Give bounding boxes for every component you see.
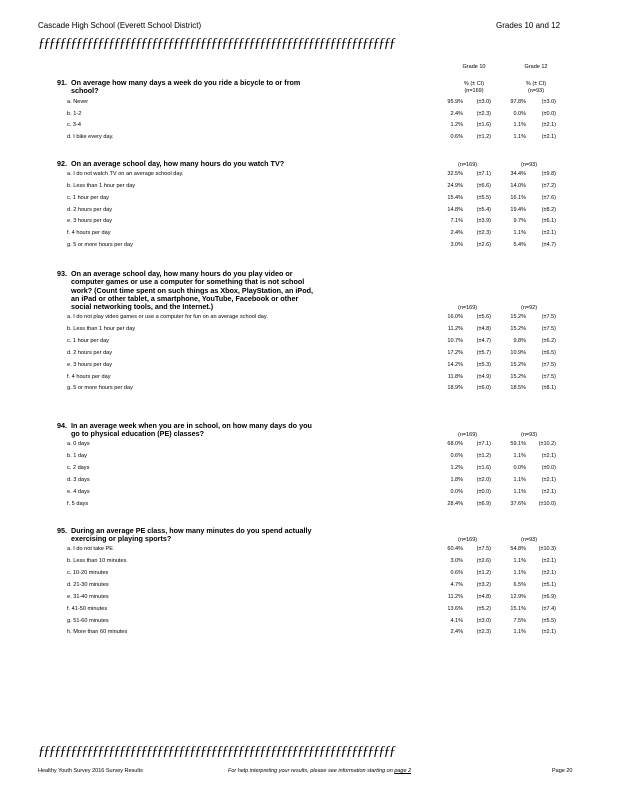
- percentage-value: 97.8%: [510, 98, 526, 105]
- confidence-interval: (±5.2): [476, 605, 491, 612]
- answer-option: c. 10-20 minutes: [67, 569, 109, 576]
- percentage-value: 11.8%: [447, 373, 463, 380]
- percentage-value: 4.1%: [450, 617, 463, 624]
- report-school-title: Cascade High School (Everett School District): [38, 21, 202, 30]
- percentage-value: 5.4%: [513, 242, 526, 249]
- confidence-interval: (±7.1): [476, 170, 491, 177]
- percentage-value: 0.6%: [450, 134, 463, 141]
- sample-size-n10: (n=169): [458, 162, 478, 168]
- confidence-interval: (±2.1): [541, 134, 556, 141]
- grade12-n-label: (n=93): [527, 88, 545, 94]
- question-95-text: [57, 527, 311, 544]
- confidence-interval: (±1.2): [476, 134, 491, 141]
- answer-option: a. 0 days: [67, 441, 90, 448]
- percentage-value: 1.1%: [513, 476, 526, 483]
- answer-option: f. 4 hours per day: [67, 373, 111, 380]
- sample-size-n10: (n=169): [458, 432, 478, 439]
- percentage-value: 1.2%: [450, 122, 463, 129]
- answer-option: a. I do not watch TV on an average school day.: [67, 170, 184, 177]
- percentage-value: 7.5%: [513, 617, 526, 624]
- confidence-interval: (±5.7): [476, 349, 491, 356]
- confidence-interval: (±2.1): [541, 629, 556, 636]
- percentage-value: 3.0%: [450, 242, 463, 249]
- percentage-value: 15.2%: [510, 314, 526, 320]
- answer-option: c. 1 hour per day: [67, 194, 109, 201]
- confidence-interval: (±8.2): [541, 206, 556, 213]
- confidence-interval: (±7.2): [541, 182, 556, 189]
- report-grades-label: Grades 10 and 12: [496, 21, 561, 30]
- confidence-interval: (±1.2): [476, 453, 491, 459]
- confidence-interval: (±6.9): [541, 593, 556, 600]
- percentage-value: 9.7%: [513, 218, 526, 225]
- question-line: exercising or playing sports?: [71, 534, 172, 544]
- percentage-value: 59.1%: [510, 441, 526, 448]
- footer-help-label: For help interpreting your results, please see information starting on: [228, 768, 393, 774]
- question-number: 92.: [57, 159, 67, 168]
- confidence-interval: (±5.3): [476, 361, 491, 368]
- confidence-interval: (±10.3): [538, 546, 556, 553]
- confidence-interval: (±6.1): [541, 218, 556, 225]
- answer-option: c. 2 days: [67, 464, 90, 471]
- percentage-value: 1.1%: [513, 230, 526, 237]
- percentage-value: 15.2%: [510, 373, 526, 380]
- confidence-interval: (±6.0): [476, 385, 491, 392]
- percentage-value: 15.2%: [510, 325, 526, 332]
- confidence-interval: (±5.6): [476, 314, 491, 320]
- confidence-interval: (±2.1): [541, 558, 556, 564]
- answer-option: e. 4 days: [67, 488, 90, 495]
- question-line: go to physical education (PE) classes?: [71, 429, 205, 439]
- question-number: 94.: [57, 421, 67, 430]
- answer-option: f. 41-50 minutes: [67, 605, 108, 612]
- grade10-column-header: Grade 10: [462, 64, 486, 70]
- percentage-value: 1.1%: [513, 629, 526, 636]
- question-93-text: [57, 270, 313, 311]
- question-line: school?: [71, 86, 99, 96]
- question-line: 92. On an average school day, how many hours do you watch TV?: [57, 159, 285, 168]
- sample-size-n12: (n=93): [521, 432, 538, 439]
- answer-option: b. 1 day: [67, 453, 87, 459]
- confidence-interval: (±4.8): [476, 593, 491, 600]
- question-line: social networking tools, and the Internet.): [71, 302, 214, 312]
- percentage-value: 0.0%: [513, 464, 526, 471]
- answer-option: e. 31-40 minutes: [67, 593, 109, 600]
- footer-page-number: Page 20: [552, 768, 573, 774]
- answer-option: g. 5 or more hours per day: [67, 385, 133, 392]
- percentage-value: 11.2%: [447, 325, 463, 332]
- confidence-interval: (±5.1): [541, 581, 556, 588]
- confidence-interval: (±9.8): [541, 170, 556, 177]
- confidence-interval: (±2.1): [541, 230, 556, 237]
- sample-size-n10: (n=169): [458, 305, 478, 312]
- confidence-interval: (±8.1): [541, 385, 556, 392]
- answer-option: f. 5 days: [67, 500, 89, 507]
- confidence-interval: (±2.3): [476, 110, 491, 117]
- confidence-interval: (±2.1): [541, 122, 556, 129]
- grade12-pct-label: % (± CI): [525, 81, 547, 87]
- percentage-value: 7.1%: [450, 218, 463, 225]
- percentage-value: 68.0%: [447, 441, 463, 448]
- percentage-value: 28.4%: [447, 500, 463, 507]
- confidence-interval: (±7.5): [541, 361, 556, 368]
- percentage-value: 12.9%: [510, 593, 526, 600]
- percentage-value: 15.2%: [510, 361, 526, 368]
- confidence-interval: (±7.1): [476, 441, 491, 448]
- grade10-n-label: (n=169): [464, 88, 484, 94]
- confidence-interval: (±2.1): [541, 488, 556, 495]
- answer-option: a. Never: [67, 98, 89, 105]
- confidence-interval: (±7.4): [541, 605, 556, 612]
- confidence-interval: (±4.8): [476, 325, 491, 332]
- confidence-interval: (±6.9): [476, 500, 491, 507]
- confidence-interval: (±7.5): [541, 373, 556, 380]
- percentage-value: 37.6%: [510, 500, 526, 507]
- percentage-value: 15.1%: [510, 605, 526, 612]
- confidence-interval: (±10.2): [538, 441, 556, 448]
- percentage-value: 54.8%: [510, 546, 526, 553]
- confidence-interval: (±3.0): [476, 617, 491, 624]
- footer-help-text: [228, 768, 411, 774]
- confidence-interval: (±7.6): [541, 194, 556, 201]
- answer-option: d. 21-30 minutes: [67, 581, 109, 588]
- sample-size-n12: (n=93): [521, 162, 538, 168]
- percentage-value: 16.1%: [510, 194, 526, 201]
- question-line: 94. In an average week when you are in school, on how many days do you: [57, 421, 312, 430]
- percentage-value: 0.0%: [450, 488, 463, 495]
- answer-option: e. 3 hours per day: [67, 218, 113, 225]
- confidence-interval: (±5.4): [476, 206, 491, 213]
- confidence-interval: (±2.1): [541, 569, 556, 576]
- percentage-value: 34.4%: [510, 170, 526, 177]
- percentage-value: 32.5%: [447, 170, 463, 177]
- percentage-value: 16.0%: [447, 314, 463, 320]
- percentage-value: 14.8%: [447, 206, 463, 213]
- question-line: an iPad or other tablet, a smartphone, YouTube, Facebook or other: [71, 293, 299, 303]
- confidence-interval: (±3.0): [476, 98, 491, 105]
- percentage-value: 1.1%: [513, 122, 526, 129]
- sample-size-n12: (n=93): [521, 537, 538, 544]
- percentage-value: 4.7%: [450, 581, 463, 588]
- confidence-interval: (±4.9): [476, 373, 491, 380]
- answer-option: h. More than 60 minutes: [67, 629, 128, 636]
- percentage-value: 1.1%: [513, 453, 526, 459]
- confidence-interval: (±0.0): [541, 464, 556, 471]
- percentage-value: 6.5%: [513, 581, 526, 588]
- answer-option: f. 4 hours per day: [67, 230, 111, 237]
- percentage-value: 1.1%: [513, 569, 526, 576]
- question-91-text: [57, 79, 300, 96]
- percentage-value: 18.9%: [447, 385, 463, 392]
- question-line: 91. On average how many days a week do you ride a bicycle to or from: [57, 78, 301, 87]
- question-number: 95.: [57, 526, 67, 535]
- confidence-interval: (±3.0): [541, 98, 556, 105]
- answer-option: c. 3-4: [67, 122, 81, 129]
- percentage-value: 95.9%: [447, 98, 463, 105]
- percentage-value: 15.4%: [447, 194, 463, 201]
- answer-option: c. 1 hour per day: [67, 337, 109, 344]
- percentage-value: 10.7%: [447, 337, 463, 344]
- confidence-interval: (±4.7): [476, 337, 491, 344]
- question-line: work? (Count time spent on such things as Xbox, PlayStation, an iPod,: [71, 285, 314, 295]
- percentage-value: 24.9%: [447, 182, 463, 189]
- answer-option: d. 3 days: [67, 476, 90, 483]
- percentage-value: 19.4%: [510, 206, 526, 213]
- answer-option: e. 3 hours per day: [67, 361, 113, 368]
- percentage-value: 11.2%: [447, 593, 463, 600]
- grade10-pct-label: % (± CI): [463, 81, 485, 87]
- answer-option: b. 1-2: [67, 110, 82, 117]
- percentage-value: 0.0%: [513, 110, 526, 117]
- percentage-value: 3.0%: [450, 558, 463, 564]
- confidence-interval: (±2.6): [476, 242, 491, 249]
- question-number: 93.: [57, 269, 67, 278]
- sample-size-n10: (n=169): [458, 537, 478, 544]
- question-94-text: [57, 422, 312, 439]
- footer-page-link[interactable]: page 2: [394, 768, 412, 774]
- confidence-interval: (±1.6): [476, 464, 491, 471]
- percentage-value: 9.8%: [513, 337, 526, 344]
- question-line: 95. During an average PE class, how many minutes do you spend actually: [57, 526, 312, 535]
- question-number: 91.: [57, 78, 67, 87]
- percentage-value: 0.6%: [450, 453, 463, 459]
- confidence-interval: (±2.0): [476, 476, 491, 483]
- sample-size-n12: (n=92): [521, 305, 538, 312]
- answer-option: d. 2 hours per day: [67, 206, 113, 213]
- answer-option: a. I do not play video games or use a computer for fun on an average school day.: [67, 314, 268, 320]
- confidence-interval: (±5.5): [541, 617, 556, 624]
- confidence-interval: (±2.3): [476, 230, 491, 237]
- percentage-value: 1.8%: [450, 476, 463, 483]
- confidence-interval: (±5.5): [476, 194, 491, 201]
- confidence-interval: (±6.5): [541, 349, 556, 356]
- confidence-interval: (±10.0): [538, 500, 556, 507]
- confidence-interval: (±0.0): [476, 488, 491, 495]
- percentage-value: 14.0%: [510, 182, 526, 189]
- percentage-value: 17.2%: [447, 349, 463, 356]
- percentage-value: 60.4%: [447, 546, 463, 553]
- answer-option: d. I bike every day.: [67, 134, 114, 141]
- percentage-value: 10.9%: [510, 349, 526, 356]
- confidence-interval: (±7.5): [476, 546, 491, 553]
- percentage-value: 2.4%: [450, 629, 463, 636]
- answer-option: b. Less than 10 minutes: [67, 558, 127, 564]
- decorative-rule-top: ƒƒƒƒƒƒƒƒƒƒƒƒƒƒƒƒƒƒƒƒƒƒƒƒƒƒƒƒƒƒƒƒƒƒƒƒƒƒƒƒƒƒƒƒƒƒƒƒƒƒƒƒƒƒƒƒƒƒƒƒƒƒƒƒƒƒ: [38, 36, 395, 51]
- confidence-interval: (±2.3): [476, 629, 491, 636]
- decorative-rule-bottom: ƒƒƒƒƒƒƒƒƒƒƒƒƒƒƒƒƒƒƒƒƒƒƒƒƒƒƒƒƒƒƒƒƒƒƒƒƒƒƒƒƒƒƒƒƒƒƒƒƒƒƒƒƒƒƒƒƒƒƒƒƒƒƒƒƒƒ: [38, 744, 395, 759]
- answer-option: g. 51-60 minutes: [67, 617, 109, 624]
- percentage-value: 14.2%: [447, 361, 463, 368]
- percentage-value: 1.1%: [513, 134, 526, 141]
- confidence-interval: (±4.7): [541, 242, 556, 249]
- question-line: 93. On an average school day, how many hours do you play video or: [57, 269, 293, 278]
- grade12-column-header: Grade 12: [524, 64, 548, 70]
- answer-option: b. Less than 1 hour per day: [67, 325, 136, 332]
- footer-survey-title: Healthy Youth Survey 2016 Survey Results: [38, 768, 143, 774]
- confidence-interval: (±1.2): [476, 569, 491, 576]
- percentage-value: 2.4%: [450, 110, 463, 117]
- confidence-interval: (±3.2): [476, 581, 491, 588]
- confidence-interval: (±2.1): [541, 476, 556, 483]
- percentage-value: 0.6%: [450, 569, 463, 576]
- confidence-interval: (±0.0): [541, 110, 556, 117]
- percentage-value: 13.6%: [447, 605, 463, 612]
- confidence-interval: (±2.6): [476, 558, 491, 564]
- question-92-text: [57, 160, 284, 168]
- percentage-value: 1.1%: [513, 558, 526, 564]
- answer-option: d. 2 hours per day: [67, 349, 113, 356]
- confidence-interval: (±6.2): [541, 337, 556, 344]
- percentage-value: 2.4%: [450, 230, 463, 237]
- confidence-interval: (±3.9): [476, 218, 491, 225]
- question-line: computer games or use a computer for something that is not school: [71, 277, 305, 287]
- answer-option: b. Less than 1 hour per day: [67, 182, 136, 189]
- confidence-interval: (±2.1): [541, 453, 556, 459]
- confidence-interval: (±7.5): [541, 325, 556, 332]
- percentage-value: 18.5%: [510, 385, 526, 392]
- answer-option: g. 5 or more hours per day: [67, 242, 133, 249]
- percentage-value: 1.1%: [513, 488, 526, 495]
- answer-option: a. I do not take PE: [67, 546, 114, 553]
- percentage-value: 1.2%: [450, 464, 463, 471]
- confidence-interval: (±6.6): [476, 182, 491, 189]
- confidence-interval: (±1.6): [476, 122, 491, 129]
- confidence-interval: (±7.5): [541, 314, 556, 320]
